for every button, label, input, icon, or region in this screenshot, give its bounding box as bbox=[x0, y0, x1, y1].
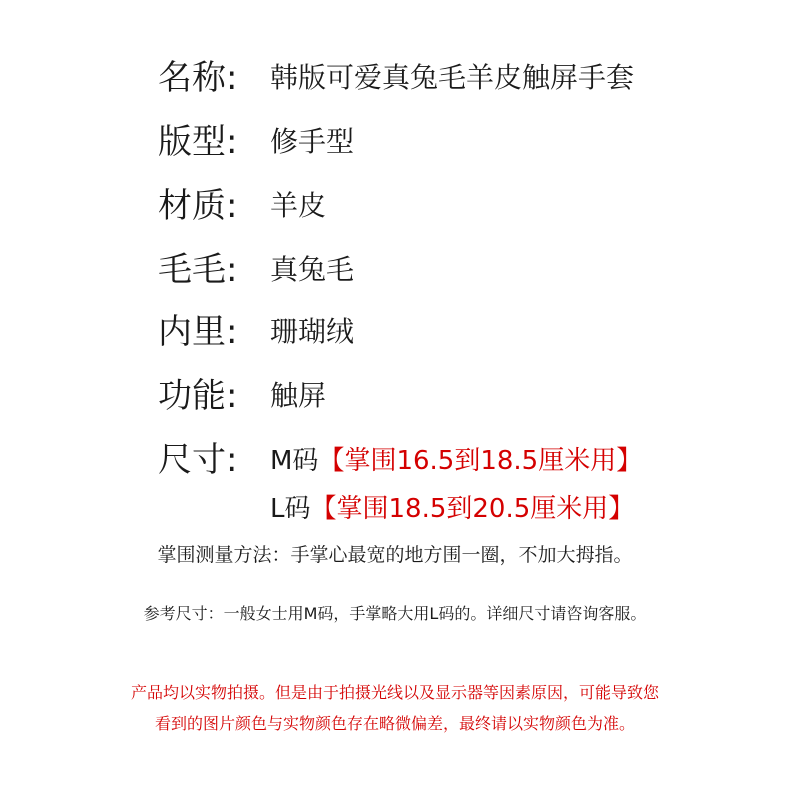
reference-size-text: 参考尺寸：一般女士用M码，手掌略大用L码的。详细尺寸请咨询客服。 bbox=[143, 604, 647, 623]
spec-value: 羊皮 bbox=[270, 189, 327, 222]
spec-label: 功能: bbox=[158, 376, 238, 416]
disclaimer-line: 看到的图片颜色与实物颜色存在略微偏差，最终请以实物颜色为准。 bbox=[154, 714, 635, 733]
spec-label: 内里: bbox=[158, 312, 238, 352]
size-detail: 【掌围18.5到20.5厘米用】 bbox=[310, 494, 635, 524]
spec-label: 材质: bbox=[158, 186, 238, 226]
spec-label: 版型: bbox=[158, 122, 238, 162]
size-code: L码 bbox=[270, 494, 311, 524]
spec-label: 毛毛: bbox=[158, 250, 238, 290]
spec-label: 名称: bbox=[158, 58, 238, 98]
disclaimer-line: 产品均以实物拍摄。但是由于拍摄光线以及显示器等因素原因，可能导致您 bbox=[130, 683, 659, 702]
spec-value: 真兔毛 bbox=[270, 253, 355, 286]
size-detail: 【掌围16.5到18.5厘米用】 bbox=[318, 446, 643, 476]
size-label: 尺寸: bbox=[158, 440, 238, 480]
size-option-l bbox=[270, 488, 634, 529]
spec-value: 触屏 bbox=[270, 379, 327, 412]
measure-method-text: 掌围测量方法：手掌心最宽的地方围一圈，不加大拇指。 bbox=[157, 544, 633, 566]
size-code: M码 bbox=[270, 446, 319, 476]
spec-value: 修手型 bbox=[270, 125, 355, 158]
spec-value: 韩版可爱真兔毛羊皮触屏手套 bbox=[270, 61, 635, 94]
spec-value: 珊瑚绒 bbox=[270, 315, 355, 348]
size-option-m bbox=[270, 440, 642, 481]
